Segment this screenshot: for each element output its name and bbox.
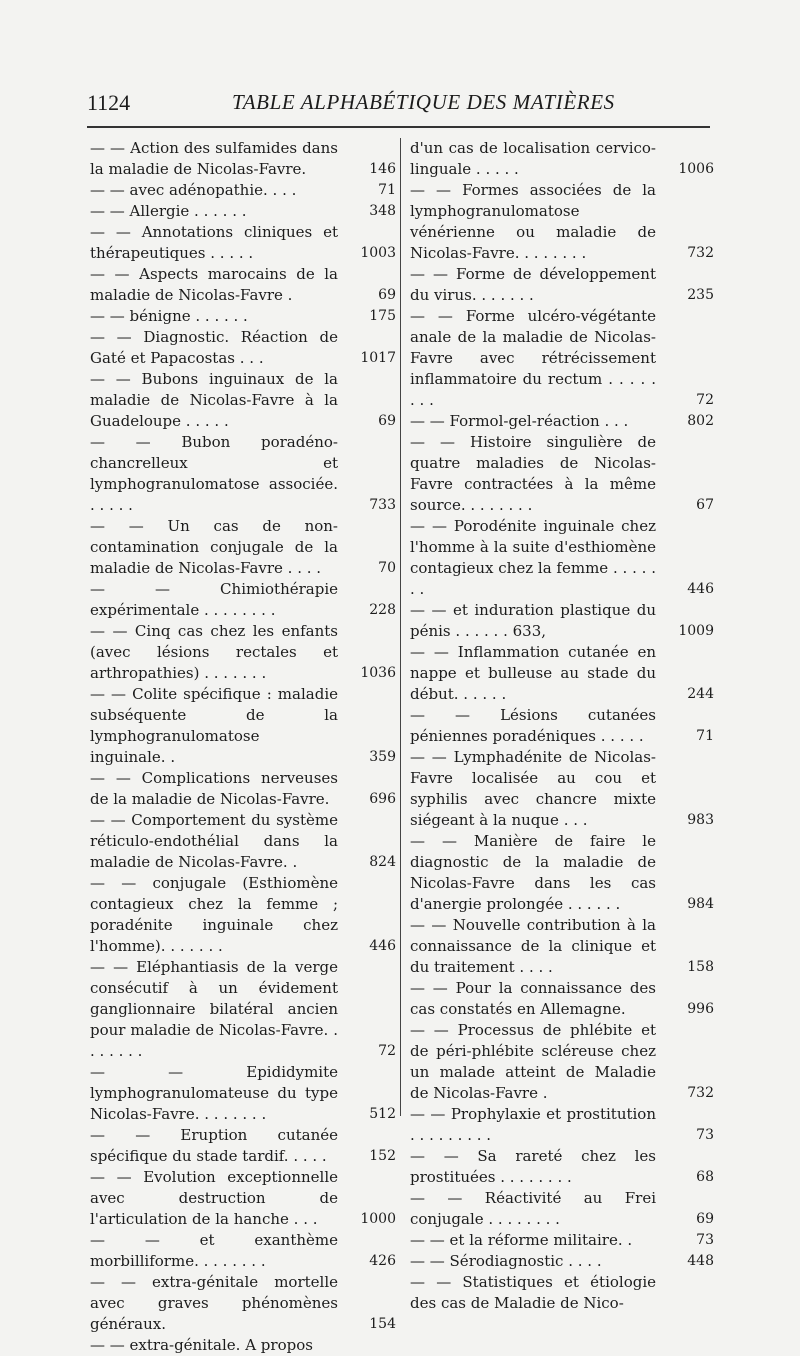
page-number: 1124 xyxy=(87,90,131,115)
index-entry-text: — — et la réforme militaire. . xyxy=(410,1231,633,1249)
index-entry xyxy=(410,1188,714,1230)
index-entry xyxy=(90,138,396,180)
index-entry-page: 446 xyxy=(369,938,396,954)
index-entry-page: 71 xyxy=(378,182,396,198)
index-entry xyxy=(410,516,714,600)
index-entry-text: — — Aspects marocains de la maladie de Nicolas-Favre . xyxy=(90,265,338,304)
index-entry xyxy=(410,180,714,264)
index-entry-text: — — Manière de faire le diagnostic de la maladie de Nicolas-Favre dans les cas d'anergie prolongée . . . . . . xyxy=(410,832,656,913)
index-entry-page: 1000 xyxy=(360,1211,396,1227)
index-entry-text: — — Action des sulfamides dans la maladie de Nicolas-Favre. xyxy=(90,139,338,178)
page-header xyxy=(0,0,800,140)
index-entry-text: — — bénigne . . . . . . xyxy=(90,307,248,325)
index-entry-page: 512 xyxy=(369,1106,396,1122)
index-entry xyxy=(410,306,714,411)
index-entry-page: 69 xyxy=(378,287,396,303)
index-entry xyxy=(410,600,714,642)
index-entry-text: — — Prophylaxie et prostitution . . . . . . . . . xyxy=(410,1105,656,1144)
index-entry-text: — — Inflammation cutanée en nappe et bulleuse au stade du début. . . . . . xyxy=(410,643,656,703)
index-entry-page: 154 xyxy=(369,1316,396,1332)
index-entry xyxy=(90,957,396,1062)
index-entry xyxy=(90,1167,396,1230)
index-entry-page: 69 xyxy=(378,413,396,429)
index-entry-text: — — Cinq cas chez les enfants (avec lésions rectales et arthropathies) . . . . . . . xyxy=(90,622,338,682)
index-entry-text: — — Formes associées de la lymphogranulomatose vénérienne ou maladie de Nicolas-Favre. . . . . . . . xyxy=(410,181,656,262)
index-entry-text: — — et induration plastique du pénis . . . . . . 633, xyxy=(410,601,656,640)
index-entry xyxy=(410,1146,714,1188)
index-entry-text: — — Histoire singulière de quatre maladies de Nicolas-Favre contractées à la même source. . . . . . . . xyxy=(410,433,656,514)
index-entry xyxy=(90,1272,396,1335)
index-entry-text: — — Eléphantiasis de la verge consécutif à un évidement ganglionnaire bilatéral ancien pour maladie de Nicolas-Favre. . . . . . . . xyxy=(90,958,338,1060)
index-entry xyxy=(90,264,396,306)
index-entry-text: — — Nouvelle contribution à la connaissance de la clinique et du traitement . . . . xyxy=(410,916,656,976)
index-entry-page: 1009 xyxy=(678,623,714,639)
index-entry-page: 72 xyxy=(378,1043,396,1059)
index-entry xyxy=(90,516,396,579)
index-entry xyxy=(410,747,714,831)
index-entry-page: 1036 xyxy=(360,665,396,681)
index-entry-page: 73 xyxy=(696,1232,714,1248)
index-entry-page: 67 xyxy=(696,497,714,513)
index-entry xyxy=(90,369,396,432)
index-entry-page: 732 xyxy=(687,1085,714,1101)
index-entry xyxy=(90,306,396,327)
index-entry-text: — — Lymphadénite de Nicolas-Favre localisée au cou et syphilis avec chancre mixte siégeant à la nuque . . . xyxy=(410,748,656,829)
index-entry-page: 175 xyxy=(369,308,396,324)
index-entry-text: — — Colite spécifique : maladie subséquente de la lymphogranulomatose inguinale. . xyxy=(90,685,338,766)
index-entry-text: — — Forme de développement du virus. . . . . . . xyxy=(410,265,656,304)
index-entry-text: — — Allergie . . . . . . xyxy=(90,202,247,220)
index-entry-page: 732 xyxy=(687,245,714,261)
index-entry-text: — — conjugale (Esthiomène contagieux chez la femme ; poradénite inguinale chez l'homme). . . . . . . xyxy=(90,874,338,955)
index-entry-page: 228 xyxy=(369,602,396,618)
index-entry-text: — — extra-génitale. A propos xyxy=(90,1336,313,1354)
index-entry xyxy=(410,1230,714,1251)
index-entry-text: — — Processus de phlébite et de péri-phlébite scléreuse chez un malade atteint de Maladie de Nicolas-Favre . xyxy=(410,1021,656,1102)
index-entry-text: — — Pour la connaissance des cas constatés en Allemagne. xyxy=(410,979,656,1018)
index-entry-page: 983 xyxy=(687,812,714,828)
index-entry xyxy=(410,915,714,978)
index-entry-page: 1017 xyxy=(360,350,396,366)
index-entry xyxy=(410,411,714,432)
index-entry xyxy=(90,579,396,621)
index-entry-text: — — Sérodiagnostic . . . . xyxy=(410,1252,602,1270)
index-entry-page: 158 xyxy=(687,959,714,975)
index-entry-text: — — Lésions cutanées péniennes poradéniques . . . . . xyxy=(410,706,656,745)
index-entry-text: — — Annotations cliniques et thérapeutiques . . . . . xyxy=(90,223,338,262)
header-rule xyxy=(87,126,710,128)
index-entry xyxy=(90,432,396,516)
index-entry-page: 70 xyxy=(378,560,396,576)
index-entry-page: 68 xyxy=(696,1169,714,1185)
index-entry-text: — — Bubons inguinaux de la maladie de Nicolas-Favre à la Guadeloupe . . . . . xyxy=(90,370,338,430)
index-entry-text: — — Complications nerveuses de la maladie de Nicolas-Favre. xyxy=(90,769,338,808)
index-column-left xyxy=(90,138,396,1356)
index-entry xyxy=(410,831,714,915)
index-entry xyxy=(90,873,396,957)
index-entry xyxy=(410,1104,714,1146)
index-entry-text: — — Comportement du système réticulo-endothélial dans la maladie de Nicolas-Favre. . xyxy=(90,811,338,871)
index-entry xyxy=(90,810,396,873)
index-entry-page: 359 xyxy=(369,749,396,765)
index-entry-page: 802 xyxy=(687,413,714,429)
index-entry-text: — — Un cas de non-contamination conjugale de la maladie de Nicolas-Favre . . . . xyxy=(90,517,338,577)
index-entry-page: 446 xyxy=(687,581,714,597)
index-entry xyxy=(90,684,396,768)
index-entry xyxy=(90,201,396,222)
index-entry-page: 69 xyxy=(696,1211,714,1227)
index-entry-page: 235 xyxy=(687,287,714,303)
index-entry-page: 152 xyxy=(369,1148,396,1164)
index-entry-page: 146 xyxy=(369,161,396,177)
index-entry-text: — — Chimiothérapie expérimentale . . . . . . . . xyxy=(90,580,338,619)
index-entry xyxy=(90,180,396,201)
index-entry-page: 244 xyxy=(687,686,714,702)
index-entry xyxy=(410,432,714,516)
index-entry xyxy=(90,222,396,264)
index-entry-page: 72 xyxy=(696,392,714,408)
index-entry-text: — — Formol-gel-réaction . . . xyxy=(410,412,629,430)
index-entry xyxy=(90,1062,396,1125)
index-entry xyxy=(410,138,714,180)
index-entry-text: — — Forme ulcéro-végétante anale de la maladie de Nicolas-Favre avec rétrécissement inflammatoire du rectum . . . . . . . . xyxy=(410,307,656,409)
index-entry xyxy=(410,642,714,705)
index-entry-page: 1006 xyxy=(678,161,714,177)
index-entry-text: — — Sa rareté chez les prostituées . . . . . . . . xyxy=(410,1147,656,1186)
index-entry-page: 696 xyxy=(369,791,396,807)
index-entry xyxy=(410,264,714,306)
index-entry xyxy=(90,1230,396,1272)
index-entry-page: 733 xyxy=(369,497,396,513)
index-entry-page: 426 xyxy=(369,1253,396,1269)
index-entry-text: — — et exanthème morbilliforme. . . . . . . . xyxy=(90,1231,338,1270)
index-entry-page: 996 xyxy=(687,1001,714,1017)
index-entry xyxy=(410,705,714,747)
running-title: TABLE ALPHABÉTIQUE DES MATIÈRES xyxy=(232,90,615,114)
index-entry xyxy=(90,1335,396,1356)
index-entry-page: 348 xyxy=(369,203,396,219)
index-entry xyxy=(90,1125,396,1167)
index-entry xyxy=(90,621,396,684)
index-entry-page: 984 xyxy=(687,896,714,912)
index-entry-text: — — Diagnostic. Réaction de Gaté et Papacostas . . . xyxy=(90,328,338,367)
index-entry xyxy=(90,768,396,810)
index-entry-text: — — Evolution exceptionnelle avec destruction de l'articulation de la hanche . . . xyxy=(90,1168,338,1228)
index-entry-text: d'un cas de localisation cervico-linguale . . . . . xyxy=(410,139,656,178)
index-entry-text: — — Statistiques et étiologie des cas de Maladie de Nico- xyxy=(410,1273,656,1312)
index-column-right xyxy=(410,138,714,1314)
index-entry-page: 71 xyxy=(696,728,714,744)
index-entry-page: 73 xyxy=(696,1127,714,1143)
index-entry xyxy=(410,1020,714,1104)
index-entry-text: — — Réactivité au Frei conjugale . . . . . . . . xyxy=(410,1189,656,1228)
index-entry-text: — — Porodénite inguinale chez l'homme à la suite d'esthiomène contagieux chez la femme . . . . . . . xyxy=(410,517,656,598)
index-entry-text: — — Bubon poradéno-chancrelleux et lymphogranulomatose associée. . . . . . xyxy=(90,433,338,514)
index-entry-page: 824 xyxy=(369,854,396,870)
index-entry-page: 448 xyxy=(687,1253,714,1269)
index-entry xyxy=(410,978,714,1020)
index-entry-text: — — Eruption cutanée spécifique du stade tardif. . . . . xyxy=(90,1126,338,1165)
index-entry xyxy=(90,327,396,369)
column-divider xyxy=(400,138,401,1116)
index-entry xyxy=(410,1251,714,1272)
index-entry-text: — — extra-génitale mortelle avec graves phénomènes généraux. xyxy=(90,1273,338,1333)
index-entry-page: 1003 xyxy=(360,245,396,261)
index-entry xyxy=(410,1272,714,1314)
index-entry-text: — — Epididymite lymphogranulomateuse du type Nicolas-Favre. . . . . . . . xyxy=(90,1063,338,1123)
index-entry-text: — — avec adénopathie. . . . xyxy=(90,181,297,199)
